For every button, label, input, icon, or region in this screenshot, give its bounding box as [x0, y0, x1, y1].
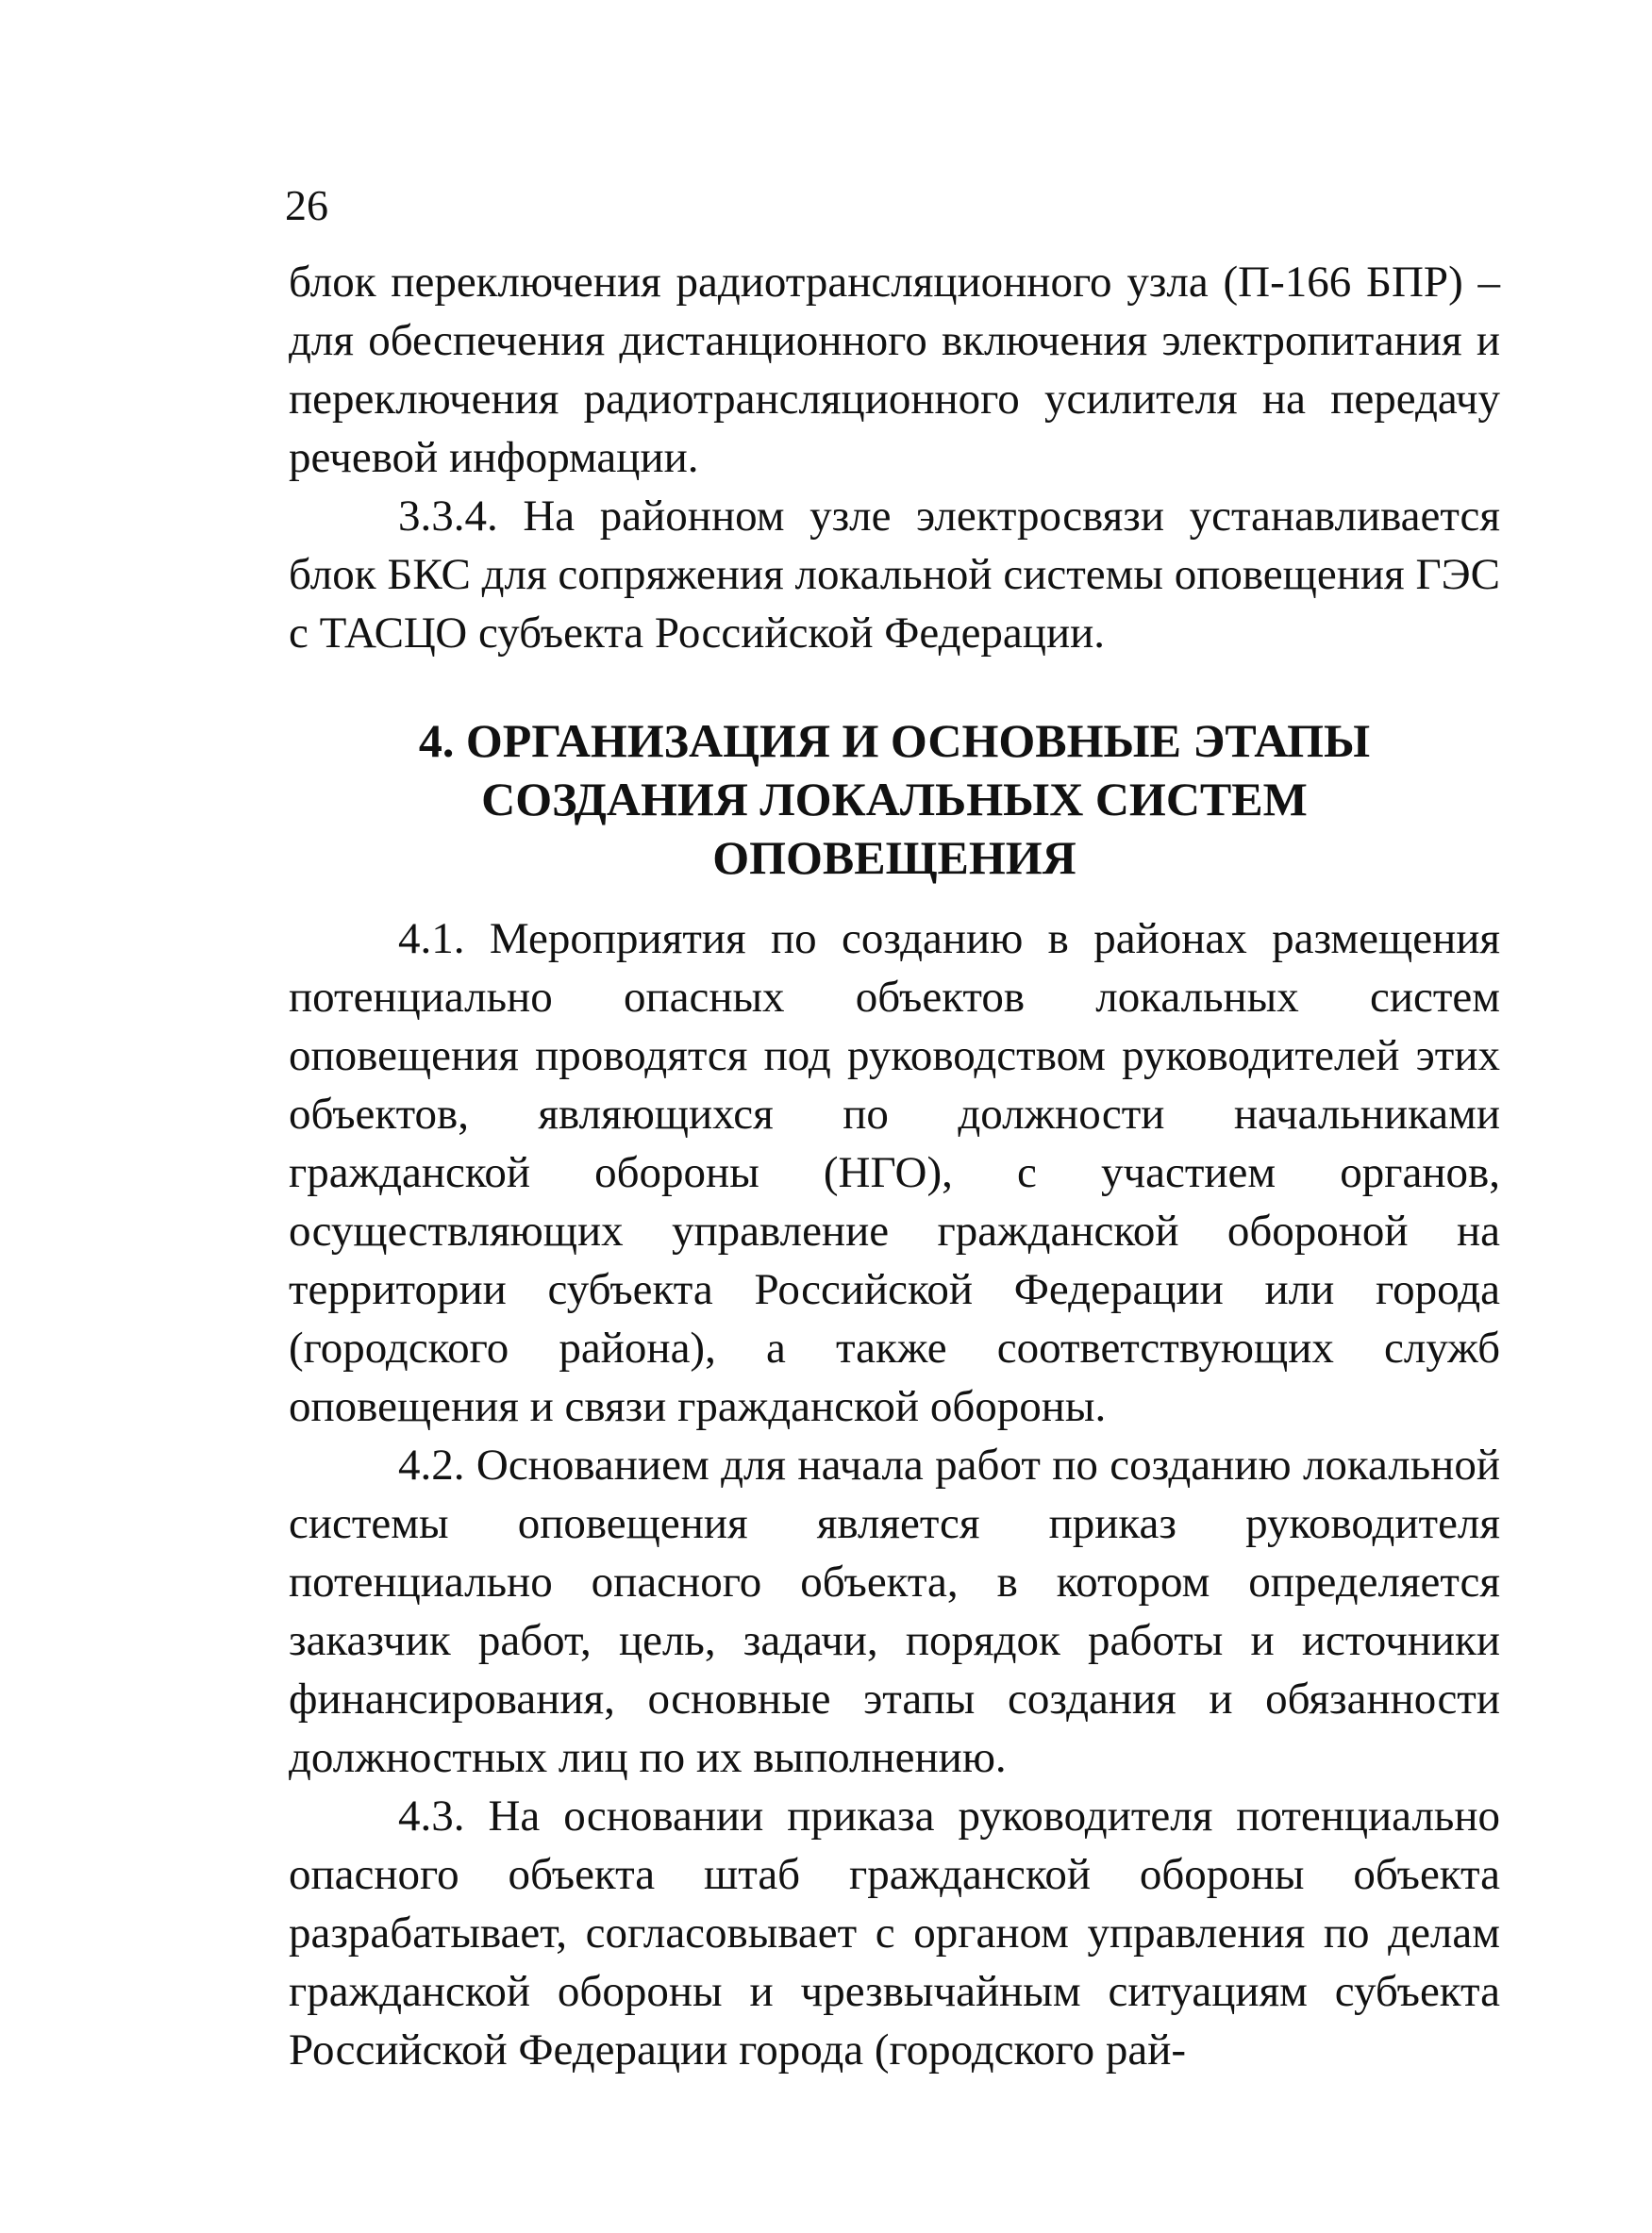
paragraph-3-3-4: 3.3.4. На районном узле электросвязи устанавливается блок БКС для сопряжения локальной системы оповещения ГЭС с ТАСЦО субъекта Российской Федерации. [289, 492, 1500, 658]
paragraph-continuation: блок переключения радиотрансляционного узла (П-166 БПР) – для обеспечения дистанционного включения электропитания и переключения радиотрансляционного усилителя на передачу речевой информации. [289, 258, 1500, 482]
page-number: 26 [285, 181, 328, 229]
paragraph-4-1: 4.1. Мероприятия по созданию в районах размещения потенциально опасных объектов локальных систем оповещения проводятся под руководством руководителей этих объектов, являющихся по должности начальниками гражданской обороны (НГО), с участием органов, осуществляющих управление гражданской обороной на территории субъекта Российской Федерации или города (городского района), а также соответствующих служб оповещения и связи гражданской обороны. [289, 914, 1500, 1431]
section-heading: 4. ОРГАНИЗАЦИЯ И ОСНОВНЫЕ ЭТАПЫ СОЗДАНИЯ ЛОКАЛЬНЫХ СИСТЕМ ОПОВЕЩЕНИЯ [418, 714, 1371, 884]
document-body [289, 253, 1500, 2079]
paragraph-4-2: 4.2. Основанием для начала работ по созданию локальной системы оповещения является приказ руководителя потенциально опасного объекта, в котором определяется заказчик работ, цель, задачи, порядок работы и источники финансирования, основные этапы создания и обязанности должностных лиц по их выполнению. [289, 1441, 1500, 1782]
paragraph-4-3: 4.3. На основании приказа руководителя потенциально опасного объекта штаб гражданской обороны объекта разрабатывает, согласовывает с органом управления по делам гражданской обороны и чрезвычайным ситуациям субъекта Российской Федерации города (городского рай- [289, 1791, 1500, 2075]
